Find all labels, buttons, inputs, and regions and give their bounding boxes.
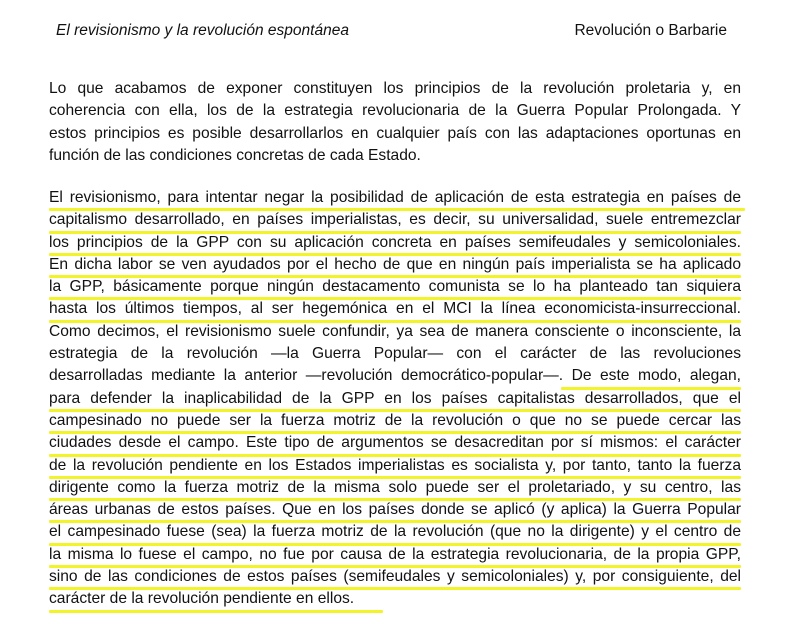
text-line: de la revolución pendiente en los Estados imperialistas es socialista y, por tanto, tanto la fuerza — [49, 455, 741, 477]
text-line: áreas urbanas de estos países. Que en los países donde se aplicó (y aplica) la Guerra Popular — [49, 499, 741, 521]
paragraph-intro — [49, 78, 741, 167]
text-line: estos principios es posible desarrollarlos en cualquier país con las adaptaciones oportunas en — [49, 124, 741, 142]
text-line: sino de las condiciones de estos países (semifeudales y semicoloniales) y, por consiguiente, del — [49, 566, 741, 588]
text-line: para defender la inaplicabilidad de la GPP en los países capitalistas desarrollados, que el — [49, 388, 741, 410]
paragraph-revisionism — [49, 187, 741, 611]
text-line: Lo que acabamos de exponer constituyen los principios de la revolución proletaria y, en — [49, 80, 741, 97]
text-line: capitalismo desarrollado, en países imperialistas, es decir, su universalidad, suele entremezclar — [49, 209, 741, 231]
text-line: función de las condiciones concretas de cada Estado. — [49, 146, 421, 164]
text-line: hasta los últimos tiempos, al ser hegemónica en el MCI la línea economicista-insurreccional. — [49, 298, 741, 320]
highlight-underline — [49, 320, 741, 323]
text-line: El revisionismo, para intentar negar la posibilidad de aplicación de esta estrategia en países de — [49, 187, 741, 209]
text-line: el campesinado fuese (sea) la fuerza motriz de la revolución (que no la dirigente) y el centro de — [49, 521, 741, 543]
text-line: la misma lo fuese el campo, no fue por causa de la estrategia revolucionaria, de la propia GPP, — [49, 544, 741, 566]
text-line: dirigente como la fuerza motriz de la misma solo puede ser el proletariado, y su centro, las — [49, 477, 741, 499]
text-line: coherencia con ella, los de la estrategia revolucionaria de la Guerra Popular Prolongada. Y — [49, 102, 741, 120]
text-line: la GPP, básicamente porque ningún destacamento comunista se lo ha planteado tan siquiera — [49, 276, 741, 298]
text-line: carácter de la revolución pendiente en ellos. — [49, 588, 741, 610]
text-line: estrategia de la revolución —la Guerra Popular— con el carácter de las revoluciones — [49, 345, 741, 363]
document-section-title: El revisionismo y la revolución espontánea — [56, 22, 349, 39]
text-line: Como decimos, el revisionismo suele confundir, ya sea de manera consciente o inconsciente, la — [49, 322, 741, 340]
document-book-title: Revolución o Barbarie — [574, 22, 727, 39]
text-line: En dicha labor se ven ayudados por el hecho de que en ningún país imperialista se ha aplicado — [49, 254, 741, 276]
text-line: desarrolladas mediante la anterior —revolución democrático-popular—. De este modo, alegan, — [49, 365, 741, 387]
text-line: los principios de la GPP con su aplicación concreta en países semifeudales y semicoloniales. — [49, 232, 741, 254]
text-line: campesinado no puede ser la fuerza motriz de la revolución o que no se puede cercar las — [49, 410, 741, 432]
highlight-underline — [49, 610, 383, 613]
text-line: ciudades desde el campo. Este tipo de argumentos se desacreditan por sí mismos: el carácter — [49, 432, 741, 454]
